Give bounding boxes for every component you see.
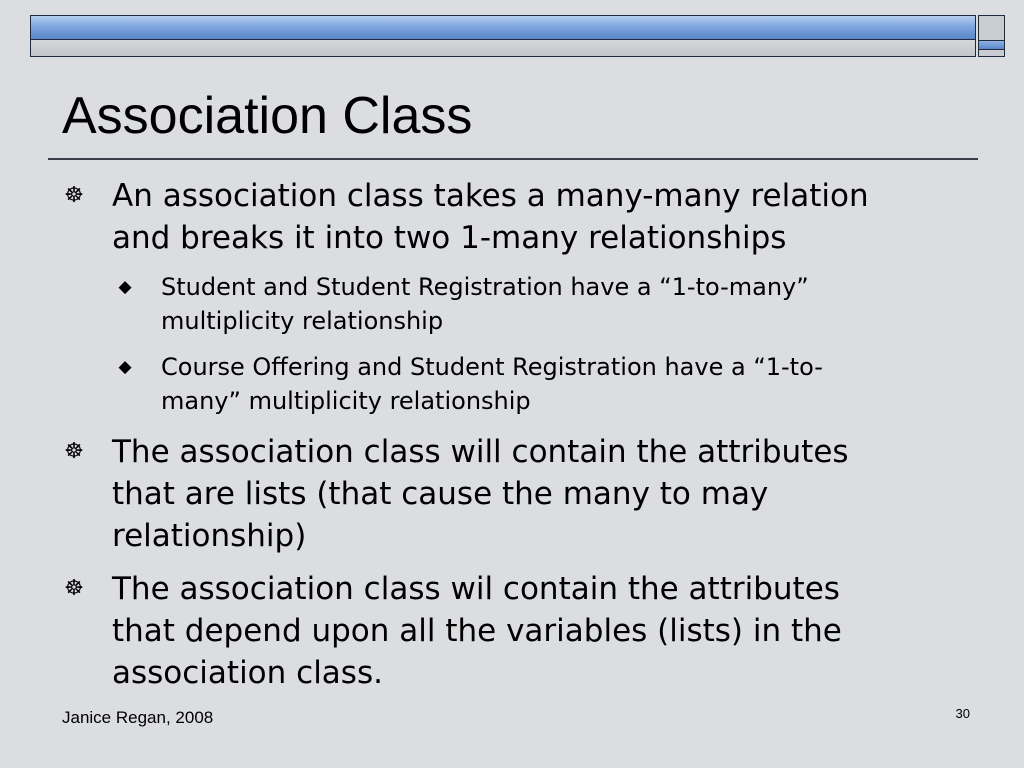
wheel-bullet-icon: ☸ (64, 183, 84, 208)
sub-bullet-line: Student and Student Registration have a “1-to-many” (161, 273, 809, 301)
sub-bullet-text (161, 350, 981, 418)
wheel-bullet-icon: ☸ (64, 439, 84, 464)
bullet-line: relationship) (112, 518, 307, 554)
diamond-bullet-icon: ◆ (118, 357, 132, 377)
bullet-line: The association class wil contain the attributes (112, 571, 840, 607)
sub-bullet-line: many” multiplicity relationship (161, 387, 531, 415)
bullet-text (112, 175, 972, 259)
bullet-line: association class. (112, 655, 383, 691)
bullet-line: The association class will contain the attributes (112, 434, 849, 470)
bullet-line: and breaks it into two 1-many relationships (112, 220, 787, 256)
sub-bullet-line: Course Offering and Student Registration have a “1-to- (161, 353, 823, 381)
slide-number: 30 (955, 706, 970, 721)
sub-bullet-line: multiplicity relationship (161, 307, 444, 335)
diamond-bullet-icon: ◆ (118, 277, 132, 297)
bullet-line: An association class takes a many-many relation (112, 178, 869, 214)
footer-author: Janice Regan, 2008 (62, 708, 214, 727)
bullet-text (112, 568, 972, 694)
sub-bullet-text (161, 270, 981, 338)
bullet-line: that depend upon all the variables (lists) in the (112, 613, 842, 649)
wheel-bullet-icon: ☸ (64, 576, 84, 601)
bullet-line: that are lists (that cause the many to may (112, 476, 769, 512)
slide-title: Association Class (62, 87, 473, 145)
bullet-text (112, 431, 972, 557)
